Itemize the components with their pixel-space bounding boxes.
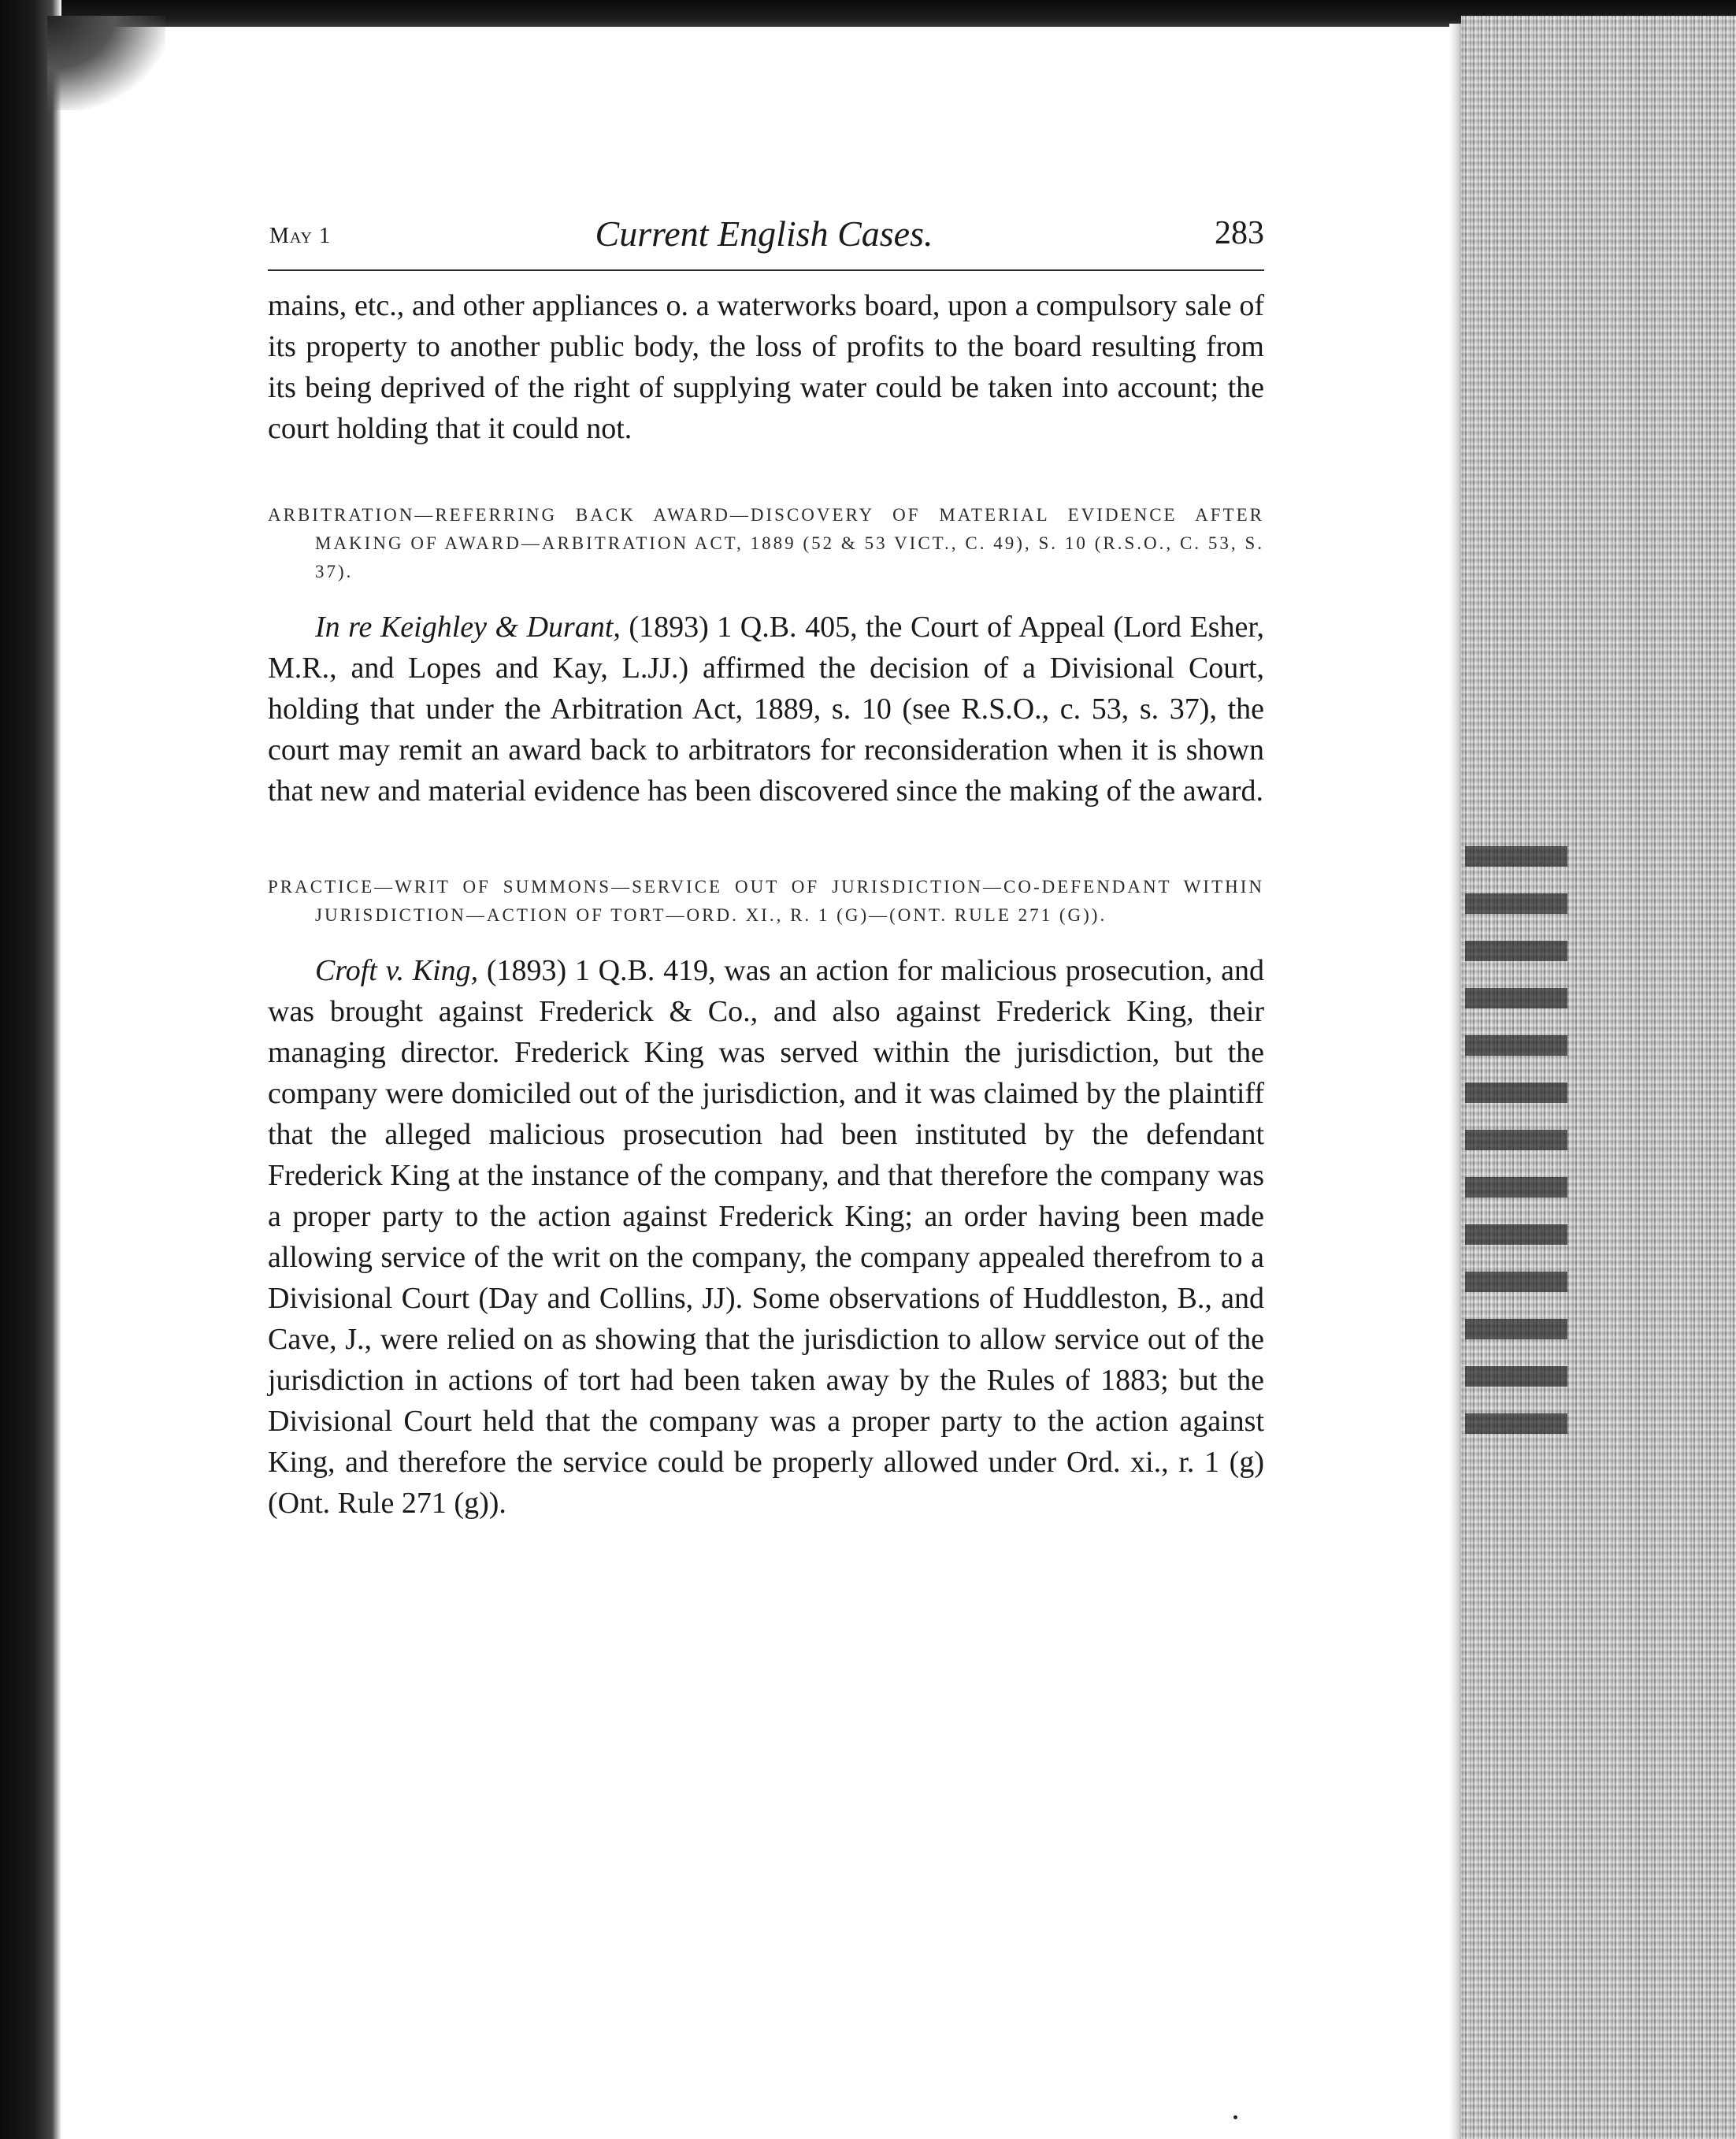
running-head-month: May 1: [269, 224, 331, 248]
paragraph-keighley-durant-body: (1893) 1 Q.B. 405, the Court of Appeal (Lord Esher, M.R., and Lopes and Kay, L.JJ.) affirmed the decision of a Divisional Court, holding that under the Arbitration Act, 1889, s. 10 (see R.S.O., c. 53, s. 37), the court may remit an award back to arbitrators for reconsideration when it is shown that new and material evidence has been discovered since the making of the award.: [268, 611, 1264, 808]
paragraph-croft-king: [268, 950, 1264, 1524]
scan-left-edge: [0, 0, 61, 2139]
paragraph-croft-king-body: (1893) 1 Q.B. 419, was an action for malicious prosecution, and was brought against Frederick & Co., and also against Frederick King, their managing director. Frederick King was served within the jurisdiction, but the company were domiciled out of the jurisdiction, and it was claimed by the plaintiff that the alleged malicious prosecution had been instituted by the defendant Frederick King at the instance of the company, and that therefore the company was a proper party to the action against Frederick King; an order having been made allowing service of the writ on the company, the company appealed therefrom to a Divisional Court (Day and Collins, JJ). Some observations of Huddleston, B., and Cave, J., were relied on as showing that the jurisdiction to allow service out of the jurisdiction in actions of tort had been taken away by the Rules of 1883; but the Divisional Court held that the company was a proper party to the action against King, and therefore the service could be properly allowed under Ord. xi., r. 1 (g) (Ont. Rule 271 (g)).: [268, 954, 1264, 1520]
paragraph-keighley-durant: [268, 607, 1264, 811]
running-head: [268, 213, 1264, 260]
scan-speck: [1233, 2115, 1237, 2119]
case-name-croft-king: Croft v. King,: [315, 954, 479, 987]
paragraph-continued: mains, etc., and other appliances o. a waterworks board, upon a compulsory sale of its property to another public body, the loss of profits to the board resulting from its being deprived of the right of supplying water could be taken into account; the court holding that it could not.: [268, 289, 1264, 445]
page-number: 283: [1215, 215, 1264, 251]
running-head-title: Current English Cases.: [595, 214, 933, 254]
header-rule: [268, 269, 1264, 271]
scan-corner-shadow: [47, 16, 165, 110]
section-heading-arbitration: ARBITRATION—REFERRING BACK AWARD—DISCOVERY OF MATERIAL EVIDENCE AFTER MAKING OF AWARD—ARBITRATION ACT, 1889 (52 & 53 VICT., C. 49), S. 10 (R.S.O., C. 53, S. 37).: [268, 505, 1264, 581]
page: [268, 213, 1264, 1554]
spine-marks: [1465, 819, 1567, 1434]
case-name-keighley-durant: In re Keighley & Durant,: [315, 611, 621, 644]
section-heading-practice: PRACTICE—WRIT OF SUMMONS—SERVICE OUT OF JURISDICTION—CO-DEFENDANT WITHIN JURISDICTION—ACTION OF TORT—ORD. XI., R. 1 (G)—(ONT. RULE 271 (G)).: [268, 877, 1264, 925]
